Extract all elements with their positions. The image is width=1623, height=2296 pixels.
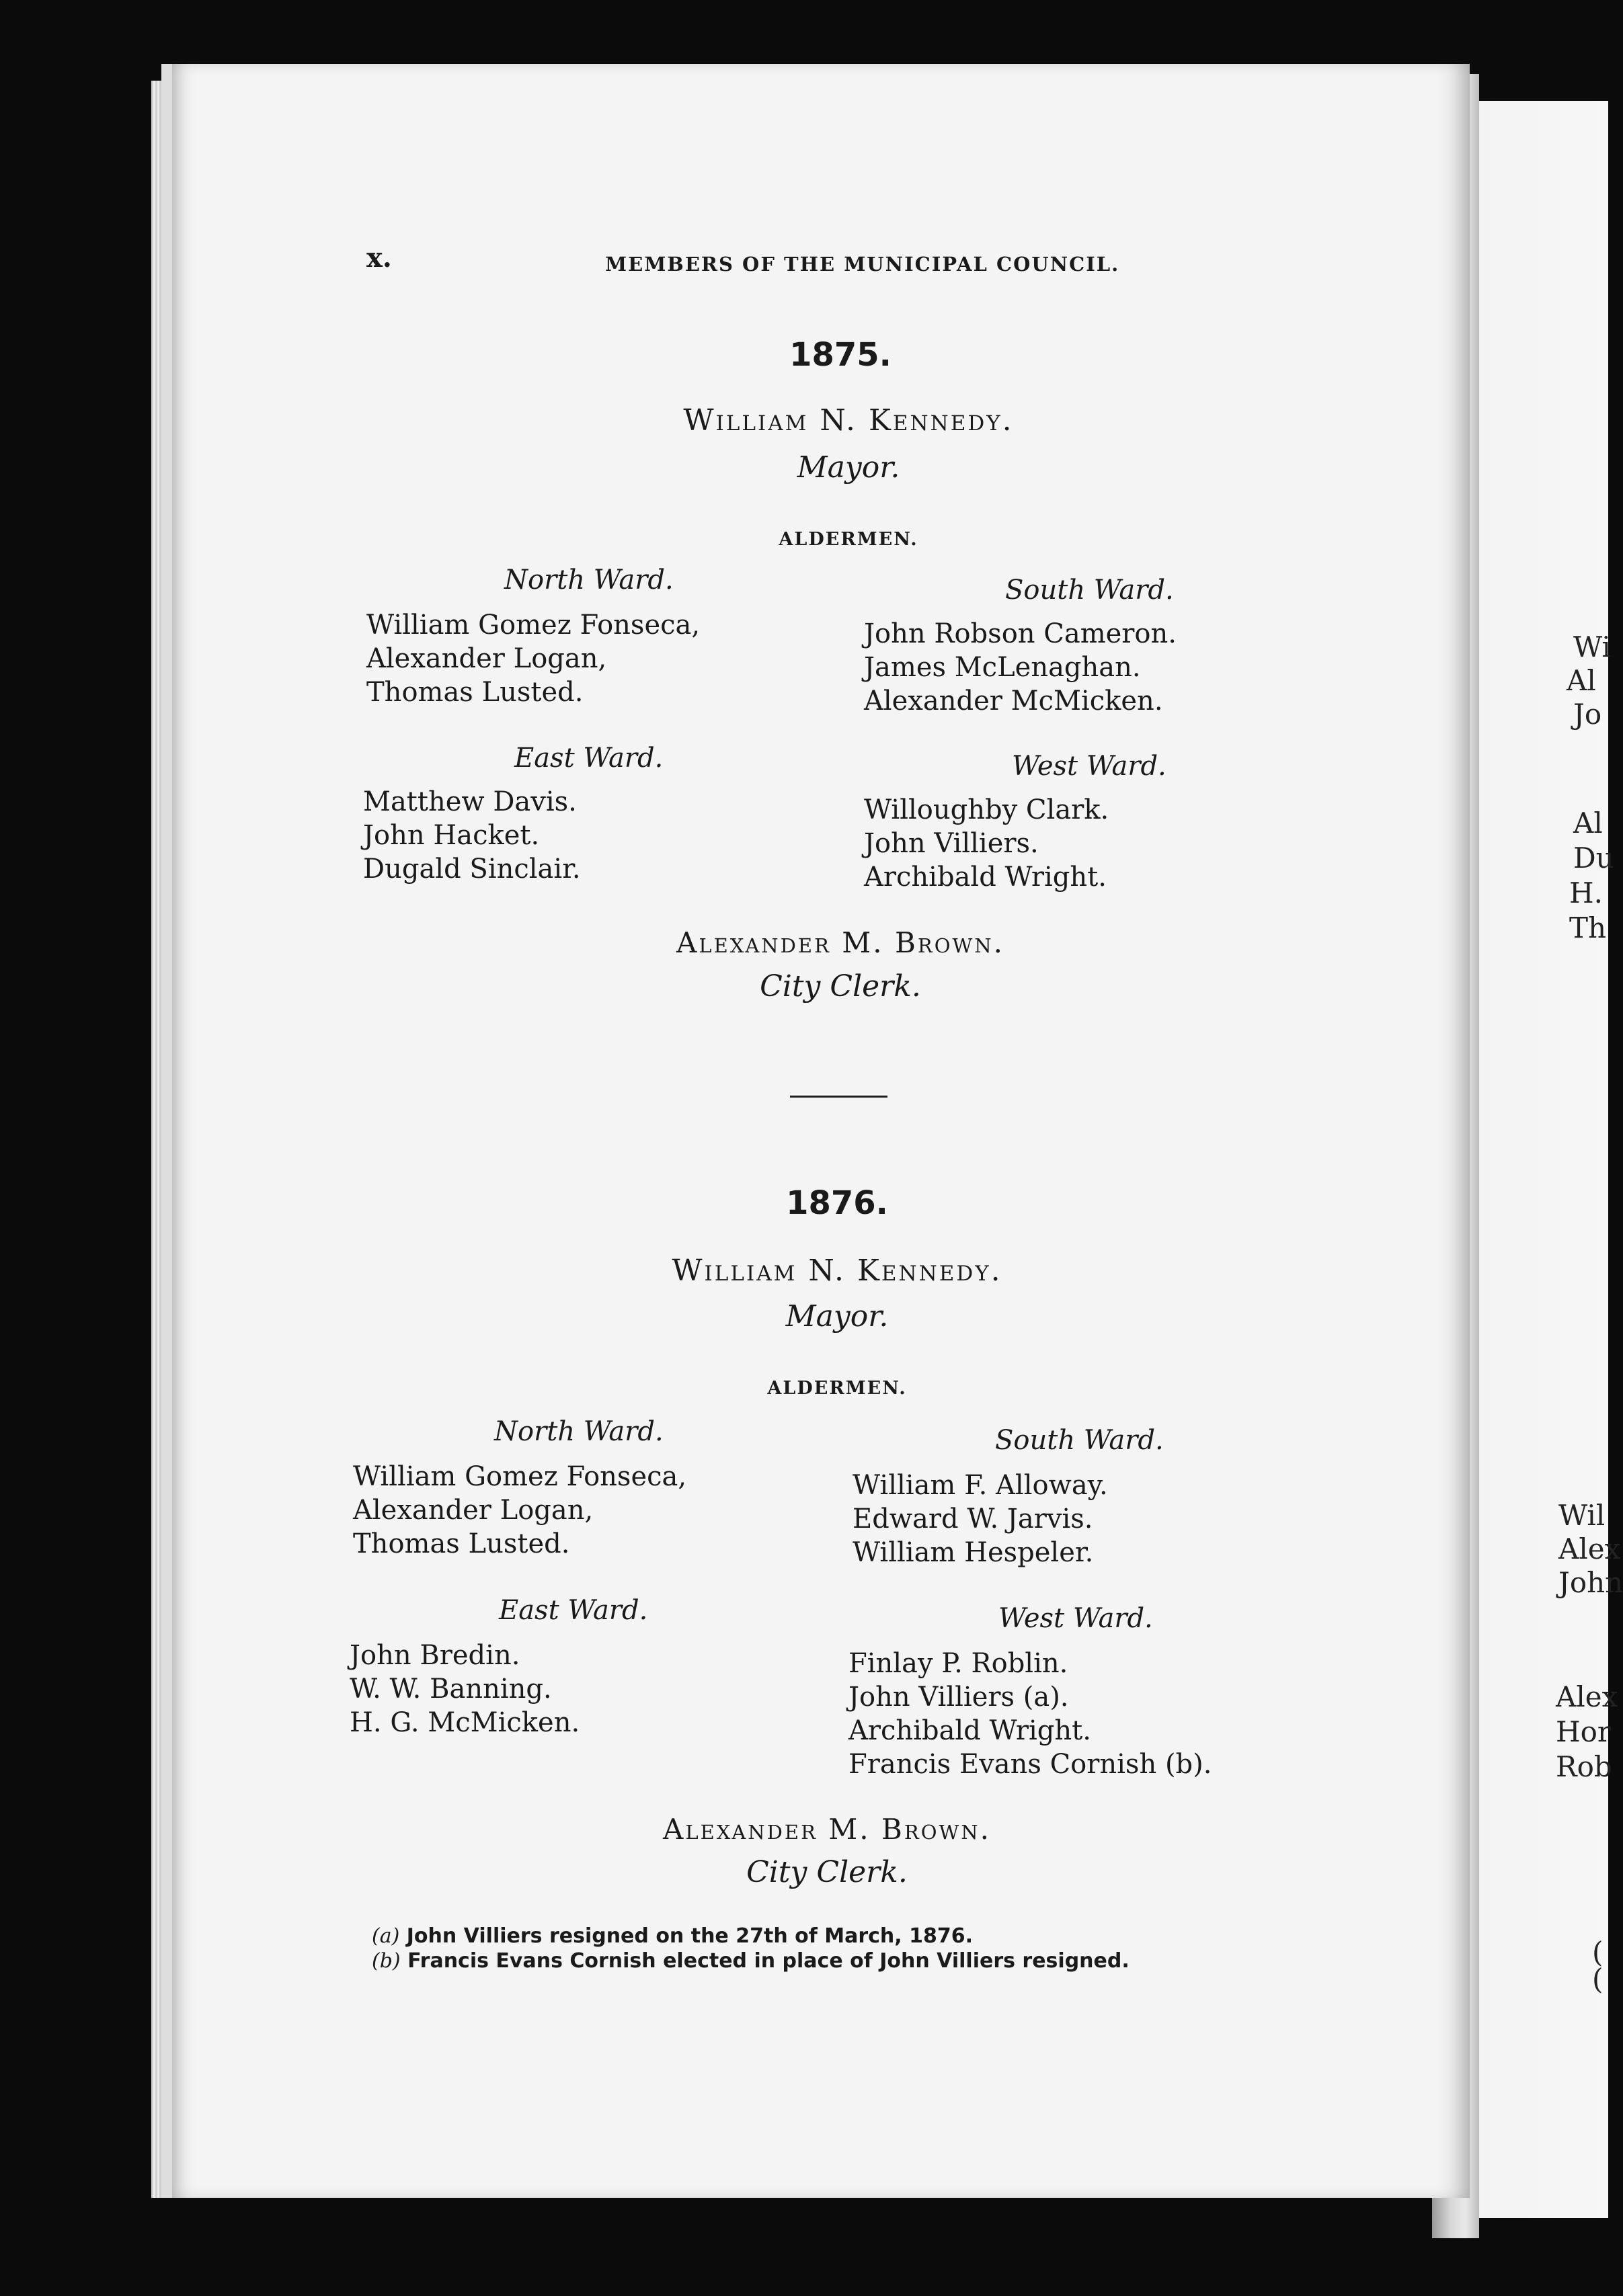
clerk-name-1875: Alexander M. Brown.: [676, 926, 1005, 959]
footnote-a: [372, 1924, 973, 1948]
north-ward-title-1876: North Ward.: [494, 1416, 664, 1447]
member: Edward W. Jarvis.: [853, 1504, 1093, 1534]
member: Dugald Sinclair.: [363, 854, 581, 885]
facing-fragment: Rob: [1556, 1750, 1612, 1783]
member: John Bredin.: [350, 1640, 520, 1671]
member: W. W. Banning.: [350, 1674, 552, 1705]
west-ward-members-1875: [864, 793, 1109, 894]
north-ward-members-1876: [353, 1460, 686, 1561]
footnote-b: [372, 1949, 1130, 1973]
page-folio: x.: [366, 242, 392, 274]
member: William Gomez Fonseca,: [366, 610, 701, 641]
member: Finlay P. Roblin.: [848, 1648, 1068, 1679]
south-ward-title-1876: South Ward.: [995, 1425, 1164, 1456]
facing-fragment: Du: [1573, 842, 1614, 874]
east-ward-members-1875: [363, 785, 581, 886]
clerk-title-1876: City Clerk.: [746, 1855, 908, 1889]
running-title: MEMBERS OF THE MUNICIPAL COUNCIL.: [605, 253, 1120, 276]
member: William Gomez Fonseca,: [353, 1461, 687, 1492]
clerk-title-1875: City Clerk.: [760, 969, 921, 1003]
facing-fragment: (: [1592, 1963, 1604, 1996]
member: John Villiers (a).: [848, 1682, 1069, 1713]
member: Thomas Lusted.: [353, 1528, 570, 1559]
west-ward-title-1875: West Ward.: [1012, 751, 1166, 782]
member: Matthew Davis.: [363, 786, 577, 817]
mayor-title-1875: Mayor.: [797, 450, 900, 485]
member: John Hacket.: [363, 820, 540, 851]
north-ward-title-1875: North Ward.: [504, 565, 674, 596]
member: Willoughby Clark.: [864, 794, 1109, 825]
member: Thomas Lusted.: [366, 677, 584, 708]
member: John Robson Cameron.: [864, 618, 1177, 649]
facing-fragment: Alex: [1556, 1680, 1618, 1713]
south-ward-members-1876: [853, 1469, 1108, 1569]
east-ward-members-1876: [350, 1639, 580, 1739]
member: Alexander Logan,: [366, 643, 607, 674]
clerk-name-1876: Alexander M. Brown.: [662, 1813, 992, 1846]
member: Alexander Logan,: [353, 1495, 594, 1526]
member: James McLenaghan.: [864, 652, 1141, 683]
facing-fragment: Jo: [1573, 698, 1602, 731]
east-ward-title-1876: East Ward.: [499, 1595, 648, 1626]
facing-fragment: Wi: [1573, 630, 1611, 663]
south-ward-title-1875: South Ward.: [1005, 575, 1174, 606]
facing-fragment: Wil: [1558, 1499, 1606, 1532]
mayor-title-1876: Mayor.: [785, 1299, 889, 1334]
member: Archibald Wright.: [864, 862, 1107, 893]
facing-fragment: John: [1558, 1566, 1623, 1599]
footnote-marker: (a): [372, 1924, 400, 1948]
footnote-marker: (b): [372, 1949, 401, 1973]
facing-fragment: H.: [1569, 876, 1603, 909]
member: Alexander McMicken.: [864, 686, 1163, 716]
section-divider: [790, 1096, 887, 1098]
member: H. G. McMicken.: [350, 1707, 580, 1738]
member: William Hespeler.: [853, 1537, 1094, 1568]
facing-fragment: Al: [1567, 664, 1596, 697]
member: Francis Evans Cornish (b).: [848, 1749, 1212, 1780]
facing-fragment: Alex: [1558, 1532, 1621, 1565]
aldermen-label-1876: ALDERMEN.: [767, 1378, 907, 1399]
facing-fragment: Hor: [1556, 1715, 1611, 1748]
facing-fragment: (: [1592, 1936, 1604, 1969]
year-heading-1876: 1876.: [786, 1184, 888, 1222]
member: John Villiers.: [864, 828, 1039, 859]
year-heading-1875: 1875.: [789, 336, 892, 374]
member: Archibald Wright.: [848, 1715, 1091, 1746]
aldermen-label-1875: ALDERMEN.: [779, 529, 918, 550]
footnote-text: John Villiers resigned on the 27th of March, 1876.: [406, 1924, 973, 1948]
west-ward-title-1876: West Ward.: [998, 1603, 1153, 1634]
south-ward-members-1875: [864, 617, 1177, 718]
member: William F. Alloway.: [853, 1470, 1108, 1501]
north-ward-members-1875: [366, 608, 700, 709]
footnote-text: Francis Evans Cornish elected in place of John Villiers resigned.: [407, 1949, 1130, 1973]
facing-fragment: Th: [1569, 911, 1607, 944]
mayor-name-1875: William N. Kennedy.: [683, 403, 1014, 438]
facing-fragment: Al: [1573, 807, 1603, 839]
west-ward-members-1876: [848, 1647, 1212, 1781]
mayor-name-1876: William N. Kennedy.: [672, 1254, 1002, 1288]
east-ward-title-1875: East Ward.: [514, 743, 664, 774]
